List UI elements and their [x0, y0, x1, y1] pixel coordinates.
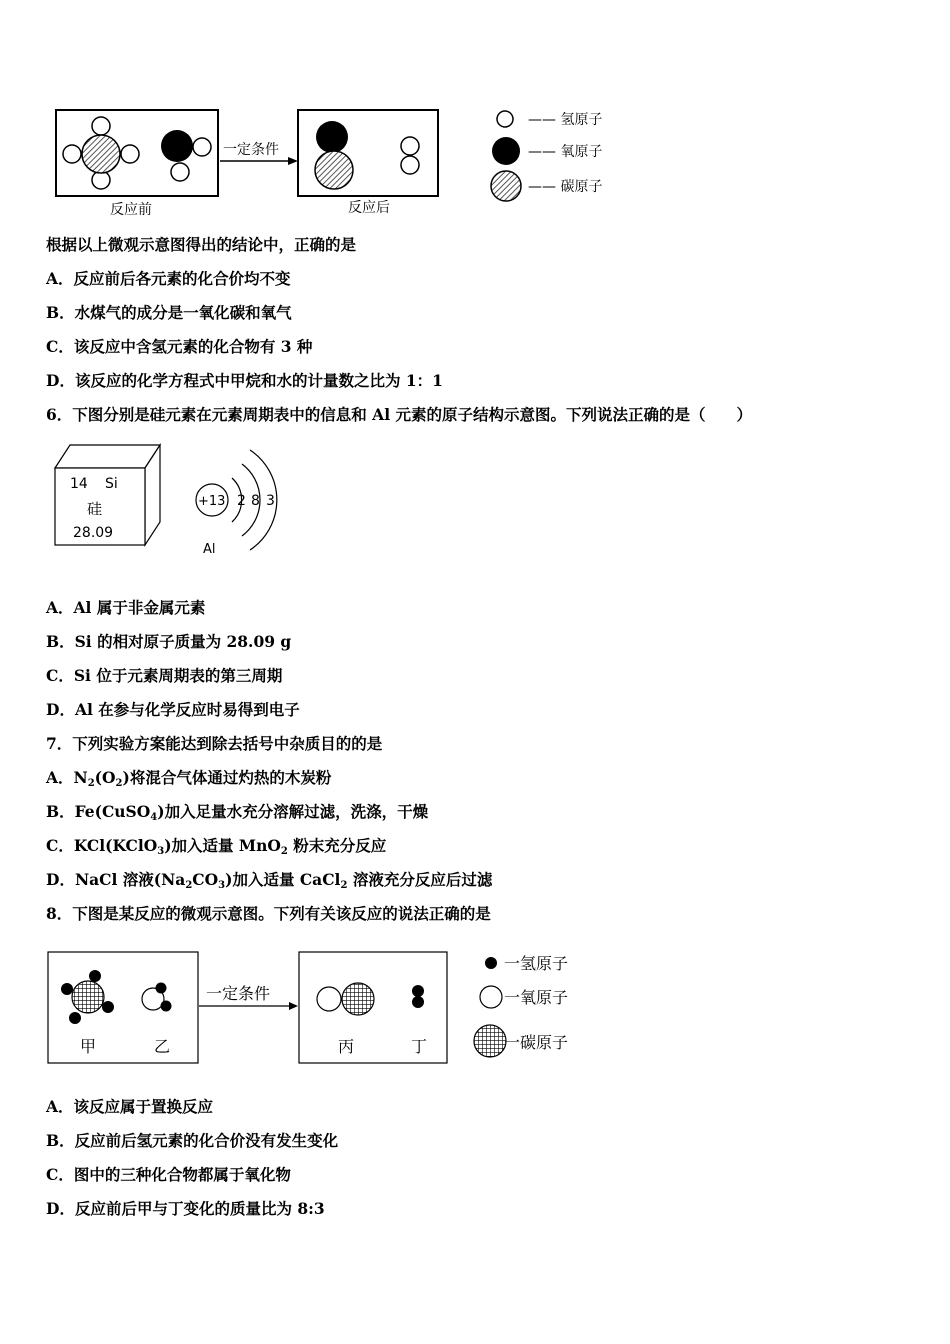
hydrogen-atom	[171, 163, 189, 181]
q8-option-d: D．反应前后甲与丁变化的质量比为 8:3	[46, 1199, 325, 1218]
q6-option-b: B．Si 的相对原子质量为 28.09 g	[46, 632, 292, 651]
after-label: 反应后	[348, 200, 390, 216]
atom-label: Al	[203, 542, 216, 557]
nucleus-charge: +13	[198, 494, 226, 509]
hydrogen-atom	[63, 145, 81, 163]
carbon-atom	[72, 981, 104, 1013]
label-bing: 丙	[338, 1037, 355, 1056]
q7-option-d: D．NaCl 溶液(Na2CO3)加入适量 CaCl2 溶液充分反应后过滤	[46, 870, 493, 891]
label-ding: 丁	[411, 1037, 428, 1056]
q8-option-a: A．该反应属于置换反应	[46, 1097, 214, 1116]
legend-oxygen: —— 氧原子	[528, 144, 603, 160]
q8-option-c: C．图中的三种化合物都属于氧化物	[46, 1165, 291, 1184]
q6-option-c: C．Si 位于元素周期表的第三周期	[46, 666, 283, 685]
legend-carbon-icon	[474, 1025, 506, 1057]
q7-stem: 7．下列实验方案能达到除去括号中杂质目的的是	[46, 734, 383, 753]
q7-option-a: A．N2(O2)将混合气体通过灼热的木炭粉	[46, 768, 332, 789]
carbon-atom	[82, 135, 120, 173]
q5-stem: 根据以上微观示意图得出的结论中，正确的是	[46, 235, 357, 254]
after-box	[298, 110, 438, 196]
shell-1: 2	[237, 493, 246, 509]
q7-option-c: C．KCl(KClO3)加入适量 MnO2 粉末充分反应	[46, 836, 387, 857]
shell-2: 8	[251, 493, 260, 509]
legend-hydrogen: —— 氢原子	[528, 112, 603, 128]
legend-oxygen-icon	[480, 986, 502, 1008]
legend-oxygen-2: 一氧原子	[504, 988, 569, 1007]
hydrogen-atom	[401, 156, 419, 174]
legend-hydrogen-icon	[497, 111, 513, 127]
arrow-label-2: 一定条件	[206, 984, 271, 1003]
hydrogen-atom	[121, 145, 139, 163]
q8-option-b: B．反应前后氢元素的化合价没有发生变化	[46, 1131, 339, 1150]
carbon-atom	[342, 983, 374, 1015]
label-yi: 乙	[154, 1037, 171, 1056]
legend-hydrogen-2: 一氢原子	[504, 954, 569, 973]
element-number: 14	[70, 476, 88, 492]
reactant-box	[48, 952, 198, 1063]
legend-carbon-2: 一碳原子	[504, 1033, 569, 1052]
element-mass: 28.09	[73, 525, 114, 541]
reaction-diagram-1	[50, 100, 630, 225]
hydrogen-atom	[401, 137, 419, 155]
shell-3: 3	[266, 493, 275, 509]
q7-option-b: B．Fe(CuSO4)加入足量水充分溶解过滤，洗涤，干燥	[46, 802, 429, 823]
q5-option-d: D．该反应的化学方程式中甲烷和水的计量数之比为 1：1	[46, 371, 443, 390]
carbon-atom	[315, 151, 353, 189]
hydrogen-atom	[92, 117, 110, 135]
q6-option-a: A．Al 属于非金属元素	[46, 598, 206, 617]
element-symbol: Si	[105, 476, 118, 492]
q6-stem: 6．下图分别是硅元素在元素周期表中的信息和 Al 元素的原子结构示意图。下列说法正确的是（ ）	[46, 405, 752, 424]
oxygen-atom	[316, 121, 348, 153]
label-jia: 甲	[80, 1037, 97, 1056]
q5-option-a: A．反应前后各元素的化合价均不变	[46, 269, 291, 288]
q5-option-c: C．该反应中含氢元素的化合物有 3 种	[46, 337, 313, 356]
arrow-label: 一定条件	[223, 142, 279, 158]
q5-option-b: B．水煤气的成分是一氧化碳和氧气	[46, 303, 292, 322]
legend-oxygen-icon	[492, 137, 520, 165]
before-label: 反应前	[110, 202, 152, 218]
q6-option-d: D．Al 在参与化学反应时易得到电子	[46, 700, 300, 719]
q6-figures	[50, 440, 300, 565]
reaction-diagram-2	[46, 944, 606, 1069]
oxygen-atom	[317, 987, 341, 1011]
q8-stem: 8．下图是某反应的微观示意图。下列有关该反应的说法正确的是	[46, 904, 491, 923]
legend-carbon-icon	[491, 171, 521, 201]
legend-hydrogen-icon	[485, 957, 497, 969]
legend-carbon: —— 碳原子	[528, 179, 603, 195]
element-name: 硅	[87, 500, 103, 518]
hydrogen-atom	[193, 138, 211, 156]
oxygen-atom	[161, 130, 193, 162]
